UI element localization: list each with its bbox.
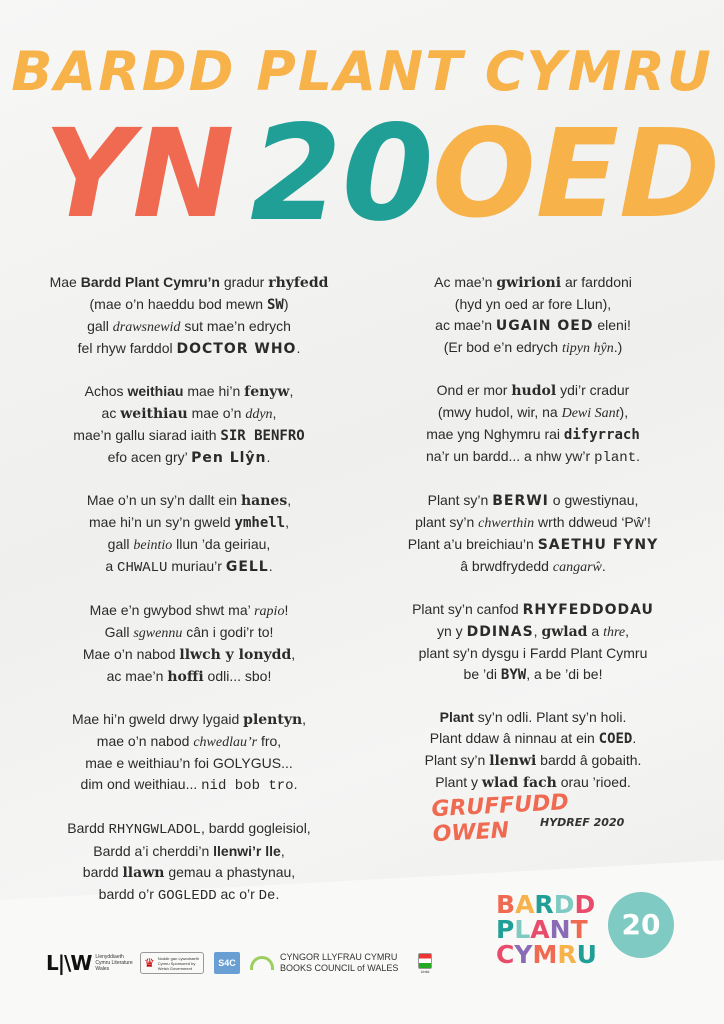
logo-letter: C xyxy=(496,940,515,969)
poem-word: ac xyxy=(101,405,121,421)
poem-word: Plant sy’n xyxy=(427,492,493,508)
poem-word: plant xyxy=(594,450,637,466)
poem-word: difyrrach xyxy=(563,427,640,443)
poem-word: gwlad xyxy=(541,624,588,640)
poem-line xyxy=(24,644,354,666)
poem-word: Plant xyxy=(439,709,474,725)
welsh-government-logo xyxy=(140,952,204,974)
poem-column-left xyxy=(24,272,354,928)
poem-line xyxy=(368,707,698,728)
stanza xyxy=(24,600,354,688)
poem-line xyxy=(24,316,354,338)
poem-word: a xyxy=(105,558,118,574)
stanza xyxy=(368,490,698,578)
poem-line xyxy=(24,818,354,841)
poem-line xyxy=(24,512,354,534)
poem-line xyxy=(24,403,354,425)
poem-word: llenwi xyxy=(489,753,537,769)
poem-word: ! xyxy=(284,602,289,618)
dragon-icon: ♛ xyxy=(144,956,155,970)
poem-word: UGAIN OED xyxy=(495,318,594,334)
poem-word: fel rhyw farddol xyxy=(77,340,177,356)
poem-word: . xyxy=(601,558,606,574)
poem-word: eleni! xyxy=(593,317,631,333)
books-council-logo xyxy=(250,948,398,978)
poem-word: RHYNGWLADOL xyxy=(108,822,201,838)
poem-word: Plant y xyxy=(435,774,482,790)
poem-word: bardd xyxy=(82,864,123,880)
poem-word: mae o’n nabod xyxy=(96,733,194,749)
poem-word: mae hi’n xyxy=(183,383,245,399)
poem-word: mae’n gallu siarad iaith xyxy=(73,427,221,443)
poem-word: Mae hi’n gweld drwy lygaid xyxy=(71,711,244,727)
logo-letter: L xyxy=(514,915,531,944)
poem-word: gradur xyxy=(219,274,269,290)
poem-word: weithiau xyxy=(120,406,188,422)
poem-word: be ’di xyxy=(463,666,501,682)
heading-20: 20 xyxy=(250,97,434,251)
poem-line xyxy=(368,446,698,469)
poem-line xyxy=(368,337,698,359)
poem-line xyxy=(368,294,698,315)
poem-word: cangarŵ xyxy=(552,560,602,575)
stanza xyxy=(24,709,354,797)
welsh-government-text: Noddir gan Lywodraeth Cymru Sponsored by Welsh Government xyxy=(157,955,199,971)
poem-word: drawsnewid xyxy=(112,320,181,335)
poem-word: Mae e’n gwybod shwt ma’ xyxy=(89,602,255,618)
heading-yn: YN xyxy=(44,103,235,245)
poem-line xyxy=(368,380,698,402)
poem-word: CHWALU xyxy=(117,560,168,576)
poem-word: chwerthin xyxy=(478,516,535,531)
poem-column-right xyxy=(368,272,698,815)
poem-word: , xyxy=(302,711,307,727)
logo-letter: D xyxy=(553,890,575,919)
poem-word: mae o’n xyxy=(187,405,246,421)
poem-word: ar farddoni xyxy=(561,274,632,290)
poem-word: wrth ddweud ‘Pŵ’! xyxy=(534,514,651,530)
poem-line xyxy=(24,294,354,316)
poem-word: Achos xyxy=(84,383,128,399)
poem-word: efo acen gry’ xyxy=(107,449,192,465)
poem-word: ddyn xyxy=(245,407,273,422)
literature-wales-text: Llenyddiaeth Cymru Literature Wales xyxy=(95,954,133,972)
poem-word: SAETHU FYNY xyxy=(537,537,659,553)
poem-word: Plant sy’n canfod xyxy=(412,601,523,617)
logo-letter: R xyxy=(557,940,577,969)
poem-word: . xyxy=(275,886,280,902)
poem-line xyxy=(24,884,354,907)
poem-word: muriau’r xyxy=(167,558,226,574)
logo-line-plant xyxy=(496,917,588,942)
poem-line xyxy=(368,664,698,686)
poem-line xyxy=(368,621,698,643)
poem-line xyxy=(368,402,698,424)
heading-oed: OED xyxy=(432,103,721,245)
poem-line xyxy=(24,600,354,622)
poem-word: hoffi xyxy=(167,669,204,685)
poem-word: fro, xyxy=(257,733,282,749)
poem-word: llun ’da geiriau, xyxy=(172,536,271,552)
poem-line xyxy=(24,666,354,688)
logo-letter: A xyxy=(515,890,535,919)
poem-word: BERWI xyxy=(492,493,549,509)
books-council-english: BOOKS COUNCIL of WALES xyxy=(280,963,399,973)
poem-word: Bardd Plant Cymru’n xyxy=(80,274,220,290)
poem-line xyxy=(24,753,354,774)
poem-word: a xyxy=(587,623,604,639)
poem-word: sut mae’n edrych xyxy=(180,318,291,334)
poem-word: GOGLEDD xyxy=(157,888,217,904)
poem-word: Mae xyxy=(49,274,81,290)
poem-word: ) xyxy=(283,296,289,312)
poem-line xyxy=(24,534,354,556)
logo-letter: U xyxy=(576,940,597,969)
urdd-logo xyxy=(418,948,432,978)
big-heading xyxy=(0,97,724,251)
poem-word: COED xyxy=(598,731,633,747)
poem-line xyxy=(24,862,354,884)
stanza xyxy=(368,380,698,469)
poem-line xyxy=(368,315,698,337)
poem-word: , xyxy=(280,843,285,859)
poem-word: fenyw xyxy=(244,384,290,400)
poem-line xyxy=(368,534,698,556)
poem-line xyxy=(24,272,354,294)
poem-line xyxy=(368,556,698,578)
logo-letter: N xyxy=(549,915,571,944)
poem-word: . xyxy=(293,776,298,792)
poem-line xyxy=(24,447,354,469)
poem-word: beintio xyxy=(133,538,173,553)
poem-line xyxy=(368,772,698,794)
poem-word: GELL xyxy=(225,559,269,575)
poem-word: Gall xyxy=(104,624,134,640)
poem-word: sy’n odli. Plant sy’n holi. xyxy=(473,709,627,725)
poem-word: tipyn hŷn xyxy=(562,341,614,356)
logo-letter: B xyxy=(496,890,516,919)
poem-word: , bardd gogleisiol, xyxy=(200,820,311,836)
poem-word: (Er bod e’n edrych xyxy=(443,339,562,355)
stanza xyxy=(368,599,698,686)
logo-line-cymru xyxy=(496,942,597,967)
poem-word: .) xyxy=(613,339,623,355)
poem-word: mae yng Nghymru rai xyxy=(426,426,564,442)
poster-title: BARDD PLANT CYMRU xyxy=(11,40,713,103)
poem-word: (mae o’n haeddu bod mewn xyxy=(89,296,267,312)
poem-word: o gwestiynau, xyxy=(548,492,639,508)
poem-word: gwirioni xyxy=(496,275,562,291)
poem-word: , xyxy=(291,646,296,662)
poem-word: cân i godi’r to! xyxy=(182,624,274,640)
literature-wales-mark: L|\W xyxy=(46,951,92,975)
poem-word: sgwennu xyxy=(133,626,183,641)
stanza xyxy=(24,381,354,469)
poem-word: , xyxy=(285,514,289,530)
poem-word: chwedlau’r xyxy=(193,735,258,750)
logo-letter: P xyxy=(496,915,515,944)
poem-word: , xyxy=(272,405,277,421)
poem-word: ), xyxy=(619,404,629,420)
poem-word: plant sy’n dysgu i Fardd Plant Cymru xyxy=(418,645,648,661)
sponsor-logos xyxy=(46,948,456,978)
urdd-text: Urdd xyxy=(420,968,430,974)
logo-letter: A xyxy=(530,915,550,944)
poem-word: gall xyxy=(107,536,134,552)
poem-word: orau ’rioed. xyxy=(556,774,631,790)
logo-letter: M xyxy=(532,940,558,969)
poem-word: . xyxy=(268,558,273,574)
poem-word: â brwdfrydedd xyxy=(460,558,553,574)
poem-word: Pen Llŷn xyxy=(191,450,267,466)
literature-wales-logo xyxy=(46,948,135,978)
poem-word: wlad fach xyxy=(481,775,557,791)
logo-letter: D xyxy=(574,890,596,919)
poem-word: Bardd a’i cherddi’n xyxy=(93,843,214,859)
rainbow-icon xyxy=(250,956,274,970)
poem-line xyxy=(24,490,354,512)
poem-word: DDINAS xyxy=(466,624,534,640)
poem-line xyxy=(368,272,698,294)
stanza xyxy=(368,707,698,794)
bardd-plant-cymru-logo xyxy=(496,892,676,972)
poem-word: llenwi’r lle xyxy=(213,843,281,859)
poem-line xyxy=(24,731,354,753)
poem-word: plentyn xyxy=(243,712,303,728)
logo-badge-20: 20 xyxy=(608,892,674,958)
poem-word: ymhell xyxy=(234,515,286,531)
stanza xyxy=(24,490,354,579)
poem-line xyxy=(24,338,354,360)
poem-word: Plant ddaw â ninnau at ein xyxy=(429,730,599,746)
poem-word: odli... sbo! xyxy=(203,668,272,684)
poem-line xyxy=(24,556,354,579)
poem-word: De xyxy=(258,888,276,904)
poem-word: Plant a’u breichiau’n xyxy=(407,536,538,552)
poem-word: llwch y lonydd xyxy=(179,647,292,663)
poem-word: ydi’r cradur xyxy=(556,382,630,398)
poem-word: hanes xyxy=(240,493,288,509)
poem-word: gemau a phastynau, xyxy=(164,864,296,880)
poem-word: . xyxy=(632,730,637,746)
poem-word: SW xyxy=(266,297,284,313)
poem-word: . xyxy=(266,449,271,465)
poem-word: Mae o’n un sy’n dallt ein xyxy=(86,492,241,508)
poem-line xyxy=(24,774,354,797)
poem-line xyxy=(24,622,354,644)
urdd-triangle-icon xyxy=(418,953,432,969)
poem-word: nid bob tro xyxy=(201,778,294,794)
logo-line-bardd xyxy=(496,892,595,917)
logo-letter: Y xyxy=(514,940,533,969)
poem-line xyxy=(368,599,698,621)
poem-word: ac mae’n xyxy=(435,317,496,333)
s4c-logo: S4C xyxy=(214,952,240,974)
poem-word: thre xyxy=(603,625,626,640)
poem-word: gall xyxy=(87,318,113,334)
poem-line xyxy=(24,709,354,731)
books-council-welsh: CYNGOR LLYFRAU CYMRU xyxy=(280,952,398,962)
poem-line xyxy=(368,728,698,750)
logo-letter: R xyxy=(534,890,554,919)
poem-word: yn y xyxy=(437,623,467,639)
logo-letter: T xyxy=(570,915,588,944)
poem-word: Mae o’n nabod xyxy=(82,646,180,662)
poem-word: . xyxy=(296,340,301,356)
poem-word: hudol xyxy=(511,383,557,399)
poem-word: na’r un bardd... a nhw yw’r xyxy=(426,448,595,464)
poem-word: , xyxy=(533,623,542,639)
poem-word: BYW xyxy=(500,667,527,683)
poem-word: (mwy hudol, wir, na xyxy=(437,404,562,420)
poem-word: mae hi’n un sy’n gweld xyxy=(89,514,235,530)
poem-word: , a be ’di be! xyxy=(526,666,603,682)
poem-word: weithiau xyxy=(127,383,184,399)
author-name: GRUFFUDD OWEN xyxy=(430,790,570,848)
poem-word: plant sy’n xyxy=(415,514,479,530)
poem-word: (hyd yn oed ar fore Llun), xyxy=(454,296,612,312)
poem-line xyxy=(368,750,698,772)
poem-word: bardd o’r xyxy=(98,886,158,902)
poem-word: llawn xyxy=(122,865,165,881)
poem-word: SIR BENFRO xyxy=(220,428,305,444)
poem-word: . xyxy=(636,448,640,464)
poem-line xyxy=(368,490,698,512)
poem-word: Ac mae’n xyxy=(434,274,497,290)
stanza xyxy=(24,272,354,360)
poem-line xyxy=(24,841,354,862)
poem-line xyxy=(368,512,698,534)
poem-word: Plant sy’n xyxy=(424,752,490,768)
poem-word: Bardd xyxy=(67,820,109,836)
poem-line xyxy=(368,424,698,446)
poem-word: , xyxy=(289,383,294,399)
poem-word: mae e weithiau’n foi GOLYGUS... xyxy=(85,755,293,771)
stanza xyxy=(368,272,698,359)
poem-word: dim ond weithiau... xyxy=(80,776,202,792)
poem-line xyxy=(24,381,354,403)
poem-date: HYDREF 2020 xyxy=(540,816,625,829)
poem-word: , xyxy=(287,492,292,508)
poem-word: rhyfedd xyxy=(268,275,329,291)
poem-word: bardd â gobaith. xyxy=(536,752,642,768)
stanza xyxy=(24,818,354,907)
poem-word: DOCTOR WHO xyxy=(176,341,297,357)
poem-word: Dewi Sant xyxy=(561,406,620,421)
poem-line xyxy=(24,425,354,447)
poem-word: RHYFEDDODAU xyxy=(522,602,654,618)
poem-line xyxy=(368,643,698,664)
poem-word: ac o’r xyxy=(216,886,259,902)
poem-word: ac mae’n xyxy=(106,668,168,684)
poem-word: rapio xyxy=(254,604,285,619)
poem-word: , xyxy=(625,623,629,639)
poem-word: Ond er mor xyxy=(436,382,512,398)
